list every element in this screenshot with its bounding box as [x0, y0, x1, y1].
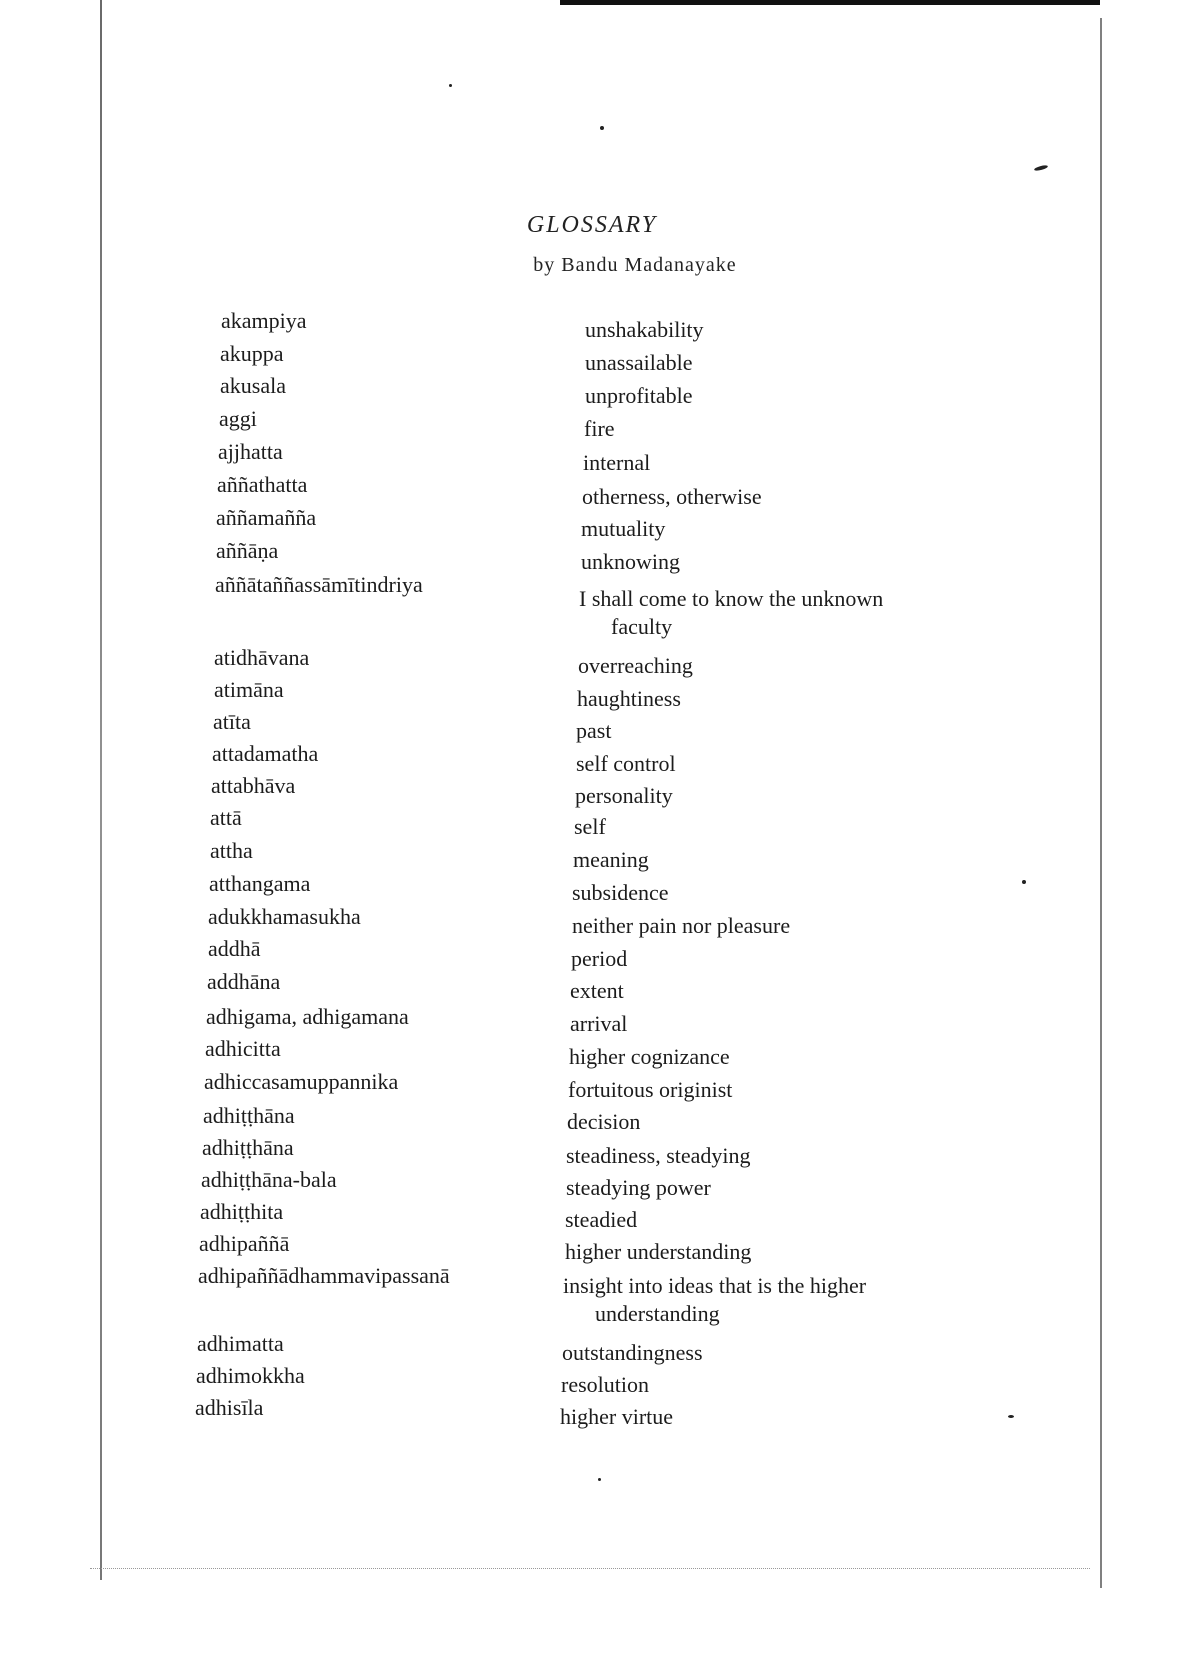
- glossary-term: aññamañña: [216, 505, 317, 530]
- glossary-definition: higher understanding: [565, 1239, 752, 1264]
- glossary-term: addhāna: [207, 969, 281, 994]
- glossary-term: adhipaññādhammavipassanā: [198, 1263, 450, 1288]
- scan-edge-bottom: [90, 1568, 1090, 1569]
- glossary-definition: otherness, otherwise: [582, 484, 762, 509]
- glossary-definition: unshakability: [585, 317, 704, 342]
- glossary-definition: [579, 585, 883, 641]
- glossary-term: akusala: [220, 373, 286, 398]
- glossary-term: atīta: [213, 709, 251, 734]
- glossary-definition: outstandingness: [562, 1340, 703, 1365]
- glossary-term: attha: [210, 838, 253, 863]
- glossary-term: attabhāva: [211, 773, 296, 798]
- glossary-definition: higher cognizance: [569, 1044, 730, 1069]
- glossary-term: aññāṇa: [216, 538, 279, 563]
- glossary-definition: steadiness, steadying: [566, 1143, 751, 1168]
- glossary-term: adhipaññā: [199, 1231, 290, 1256]
- glossary-term: akuppa: [220, 341, 284, 366]
- glossary-definition: meaning: [573, 847, 649, 872]
- glossary-term: adukkhamasukha: [208, 904, 361, 929]
- glossary-definition: resolution: [561, 1372, 649, 1397]
- glossary-definition: self: [574, 814, 606, 839]
- glossary-definition: unprofitable: [585, 383, 693, 408]
- glossary-definition: fortuitous originist: [568, 1077, 733, 1102]
- glossary-term: aññātaññassāmītindriya: [215, 572, 423, 597]
- glossary-definition: mutuality: [581, 516, 666, 541]
- glossary-term: addhā: [208, 936, 261, 961]
- glossary-term: adhiṭṭhāna: [203, 1103, 295, 1128]
- page-title: GLOSSARY: [526, 212, 658, 238]
- glossary-term: adhiṭṭhāna-bala: [201, 1167, 337, 1192]
- glossary-definition: unassailable: [585, 350, 693, 375]
- glossary-definition: [563, 1272, 866, 1328]
- glossary-definition: past: [576, 718, 612, 743]
- glossary-term: adhimatta: [197, 1331, 284, 1356]
- glossary-definition: steadied: [565, 1207, 638, 1232]
- scan-speck: [600, 126, 604, 130]
- scan-edge-top: [560, 0, 1100, 5]
- glossary-definition: personality: [575, 783, 673, 808]
- glossary-term: adhisīla: [195, 1395, 264, 1420]
- glossary-definition: arrival: [570, 1011, 628, 1036]
- glossary-term: adhimokkha: [196, 1363, 305, 1388]
- glossary-term: adhiṭṭhāna: [202, 1135, 294, 1160]
- scan-speck: [449, 84, 452, 87]
- definition-continuation: faculty: [611, 614, 673, 639]
- glossary-definition: internal: [583, 450, 651, 475]
- glossary-definition: decision: [567, 1109, 641, 1134]
- glossary-definition: subsidence: [572, 880, 669, 905]
- glossary-term: atidhāvana: [214, 645, 310, 670]
- definition-continuation: understanding: [595, 1301, 720, 1326]
- glossary-definition: higher virtue: [560, 1404, 674, 1429]
- scan-speck: [1008, 1415, 1014, 1418]
- glossary-term: atthangama: [209, 871, 311, 896]
- glossary-definition: unknowing: [581, 549, 680, 574]
- scan-speck: [1022, 880, 1026, 884]
- definition-line: I shall come to know the unknown: [579, 586, 884, 611]
- glossary-term: aggi: [219, 406, 257, 431]
- glossary-term: adhicitta: [205, 1036, 281, 1061]
- glossary-term: aññathatta: [217, 472, 308, 497]
- glossary-term: attā: [210, 805, 242, 830]
- glossary-term: adhiccasamuppannika: [204, 1069, 399, 1094]
- definition-line: insight into ideas that is the higher: [563, 1273, 867, 1298]
- glossary-definition: steadying power: [566, 1175, 711, 1200]
- author-line: by Bandu Madanayake: [533, 254, 737, 276]
- scan-speck: [598, 1478, 601, 1481]
- scan-speck: [1034, 164, 1049, 171]
- glossary-term: atimāna: [214, 677, 284, 702]
- glossary-definition: neither pain nor pleasure: [572, 913, 791, 938]
- glossary-definition: extent: [570, 978, 624, 1003]
- glossary-definition: fire: [584, 416, 615, 441]
- glossary-definition: overreaching: [578, 653, 693, 678]
- glossary-term: akampiya: [221, 308, 307, 333]
- glossary-term: ajjhatta: [218, 439, 283, 464]
- glossary-definition: self control: [576, 751, 676, 776]
- glossary-definition: period: [571, 946, 628, 971]
- glossary-term: adhiṭṭhita: [200, 1199, 284, 1224]
- glossary-definition: haughtiness: [577, 686, 681, 711]
- glossary-term: adhigama, adhigamana: [206, 1004, 409, 1029]
- glossary-term: attadamatha: [212, 741, 319, 766]
